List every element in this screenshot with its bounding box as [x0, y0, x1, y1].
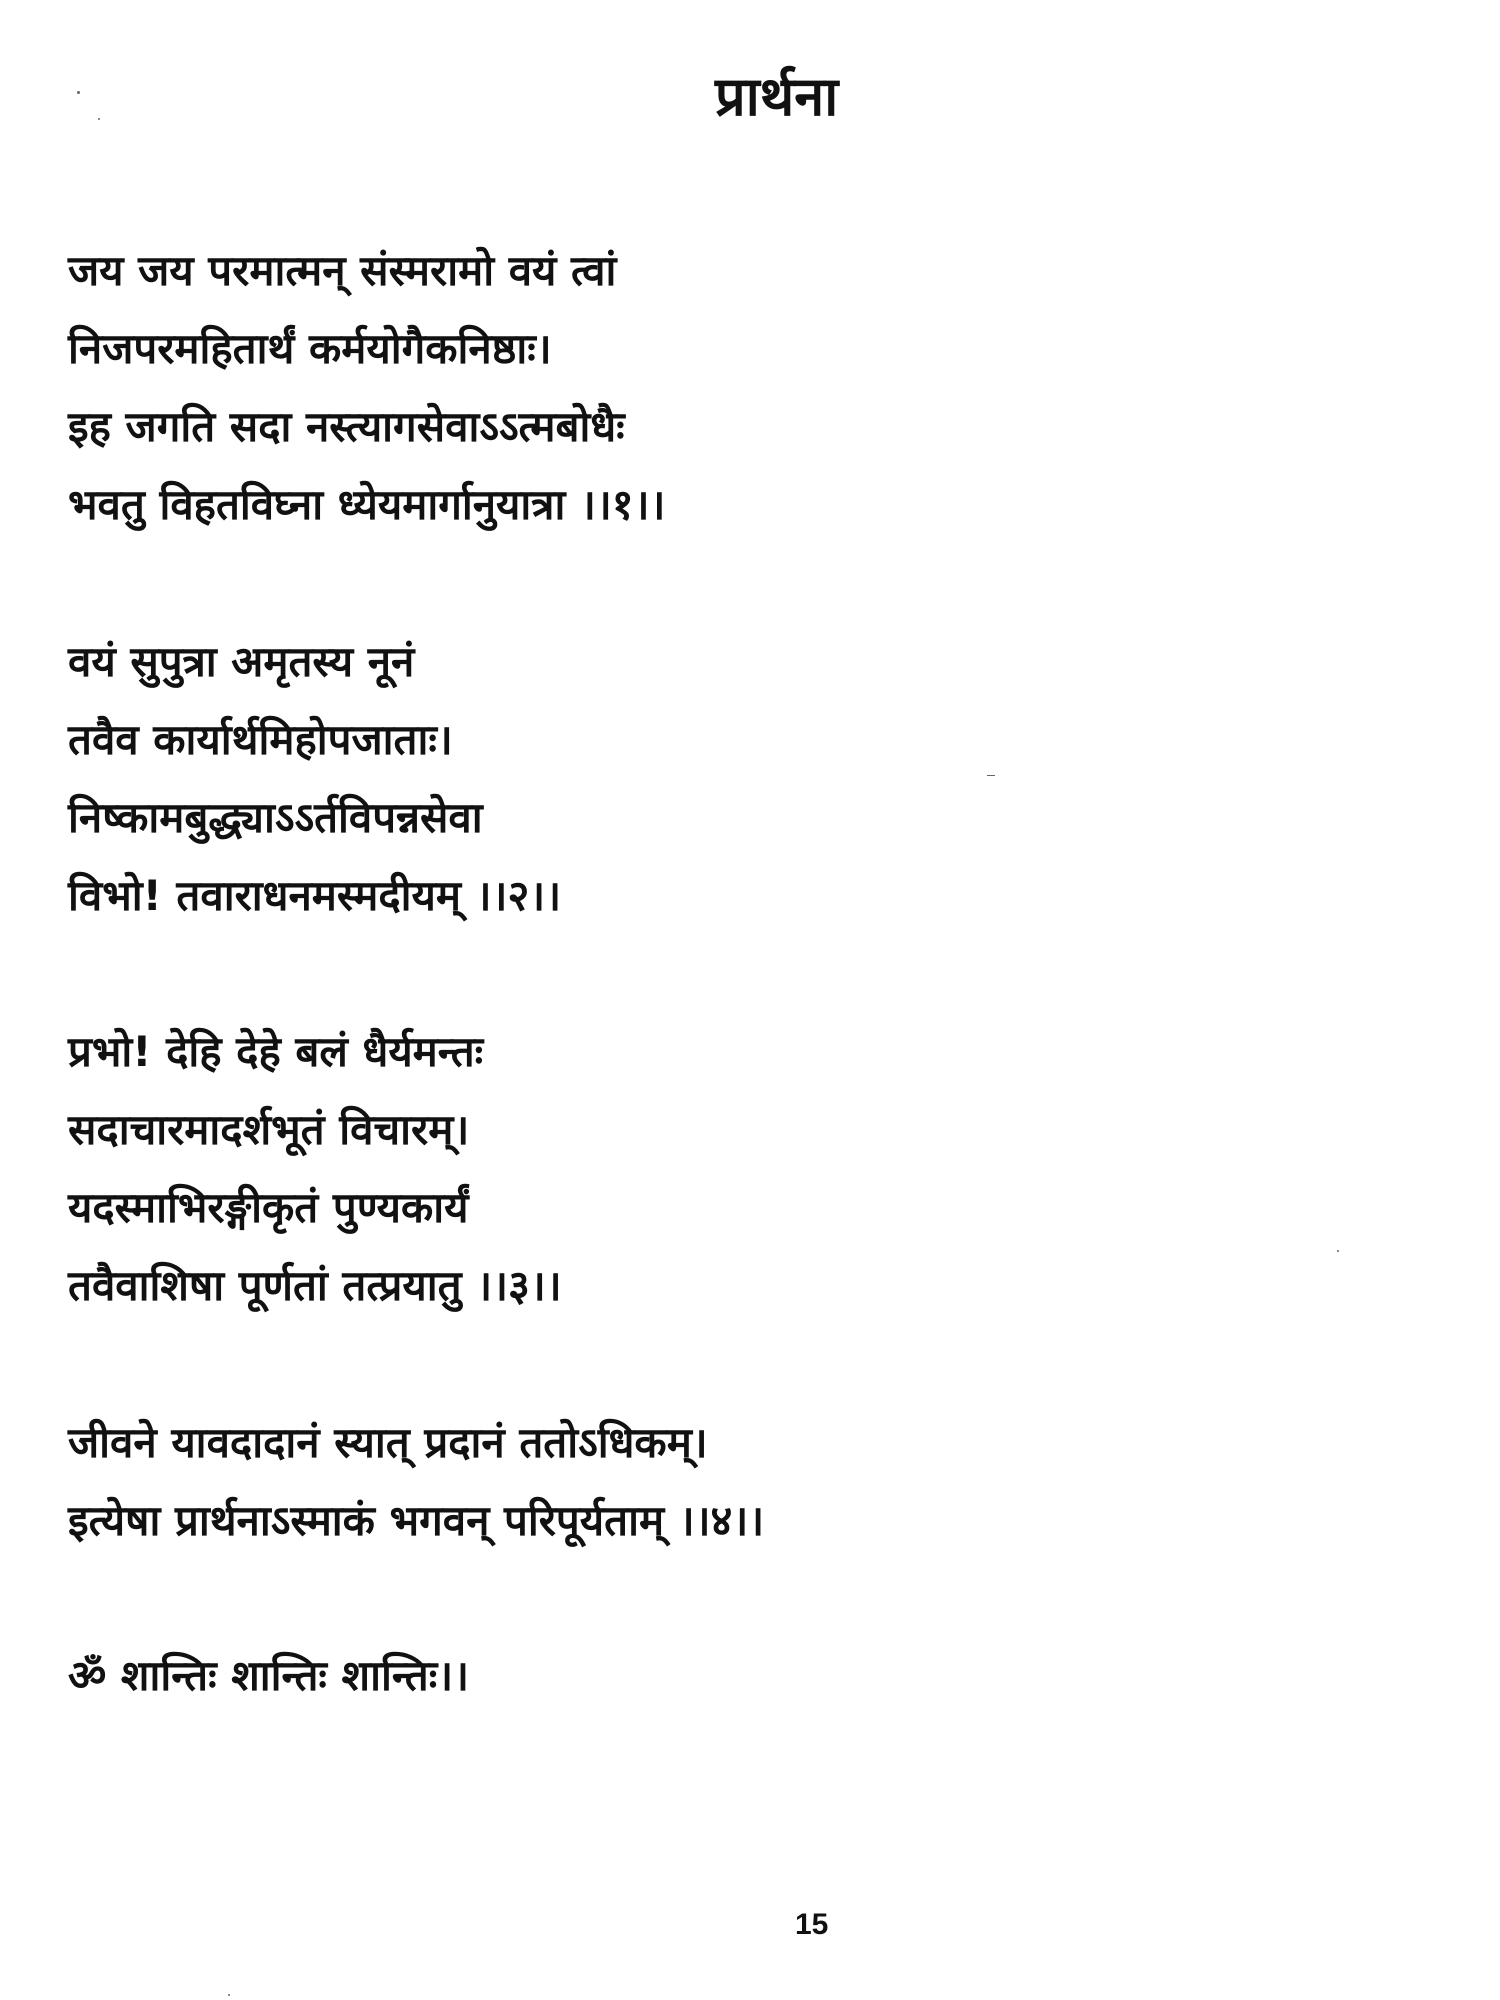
scan-speck: [77, 91, 80, 94]
verse-1: [68, 232, 1308, 544]
verse-line: वयं सुपुत्रा अमृतस्य नूनं: [68, 637, 415, 686]
verse-4: [68, 1404, 1308, 1560]
verse-line: इह जगति सदा नस्त्यागसेवाऽऽत्मबोधैः: [68, 402, 625, 451]
verse-line: जीवने यावदादानं स्यात् प्रदानं ततोऽधिकम्।: [68, 1418, 708, 1467]
page-title: प्रार्थना: [715, 65, 839, 128]
verse-2: [68, 623, 1308, 935]
scan-speck: [228, 1994, 230, 1996]
verse-line: जय जय परमात्मन् संस्मरामो वयं त्वां: [68, 246, 617, 295]
verse-line: यदस्माभिरङ्गीकृतं पुण्यकार्यं: [68, 1183, 469, 1232]
closing-mantra: [68, 1637, 1308, 1715]
page-number: 15: [795, 1908, 829, 1941]
verse-line: इत्येषा प्रार्थनाऽस्माकं भगवन् परिपूर्यताम् ।।४।।: [68, 1496, 765, 1545]
verse-line: विभो! तवाराधनमस्मदीयम् ।।२।।: [68, 871, 562, 920]
scan-speck: [1337, 1250, 1339, 1252]
verse-line: प्रभो! देहि देहे बलं धैर्यमन्तः: [68, 1027, 484, 1076]
verse-line: निष्कामबुद्ध्याऽऽर्तविपन्नसेवा: [68, 793, 483, 842]
verse-line: भवतु विहतविघ्ना ध्येयमार्गानुयात्रा ।।१।।: [68, 480, 666, 529]
verse-line: निजपरमहितार्थं कर्मयोगैकनिष्ठाः।: [68, 324, 552, 373]
verse-line: तवैव कार्यार्थमिहोपजाताः।: [68, 715, 453, 764]
scan-speck: [98, 118, 100, 120]
verse-line: तवैवाशिषा पूर्णतां तत्प्रयातु ।।३।।: [68, 1261, 562, 1310]
verse-line: सदाचारमादर्शभूतं विचारम्।: [68, 1105, 470, 1154]
verse-3: [68, 1013, 1308, 1325]
verse-line: ॐ शान्तिः शान्तिः शान्तिः।।: [68, 1651, 470, 1700]
